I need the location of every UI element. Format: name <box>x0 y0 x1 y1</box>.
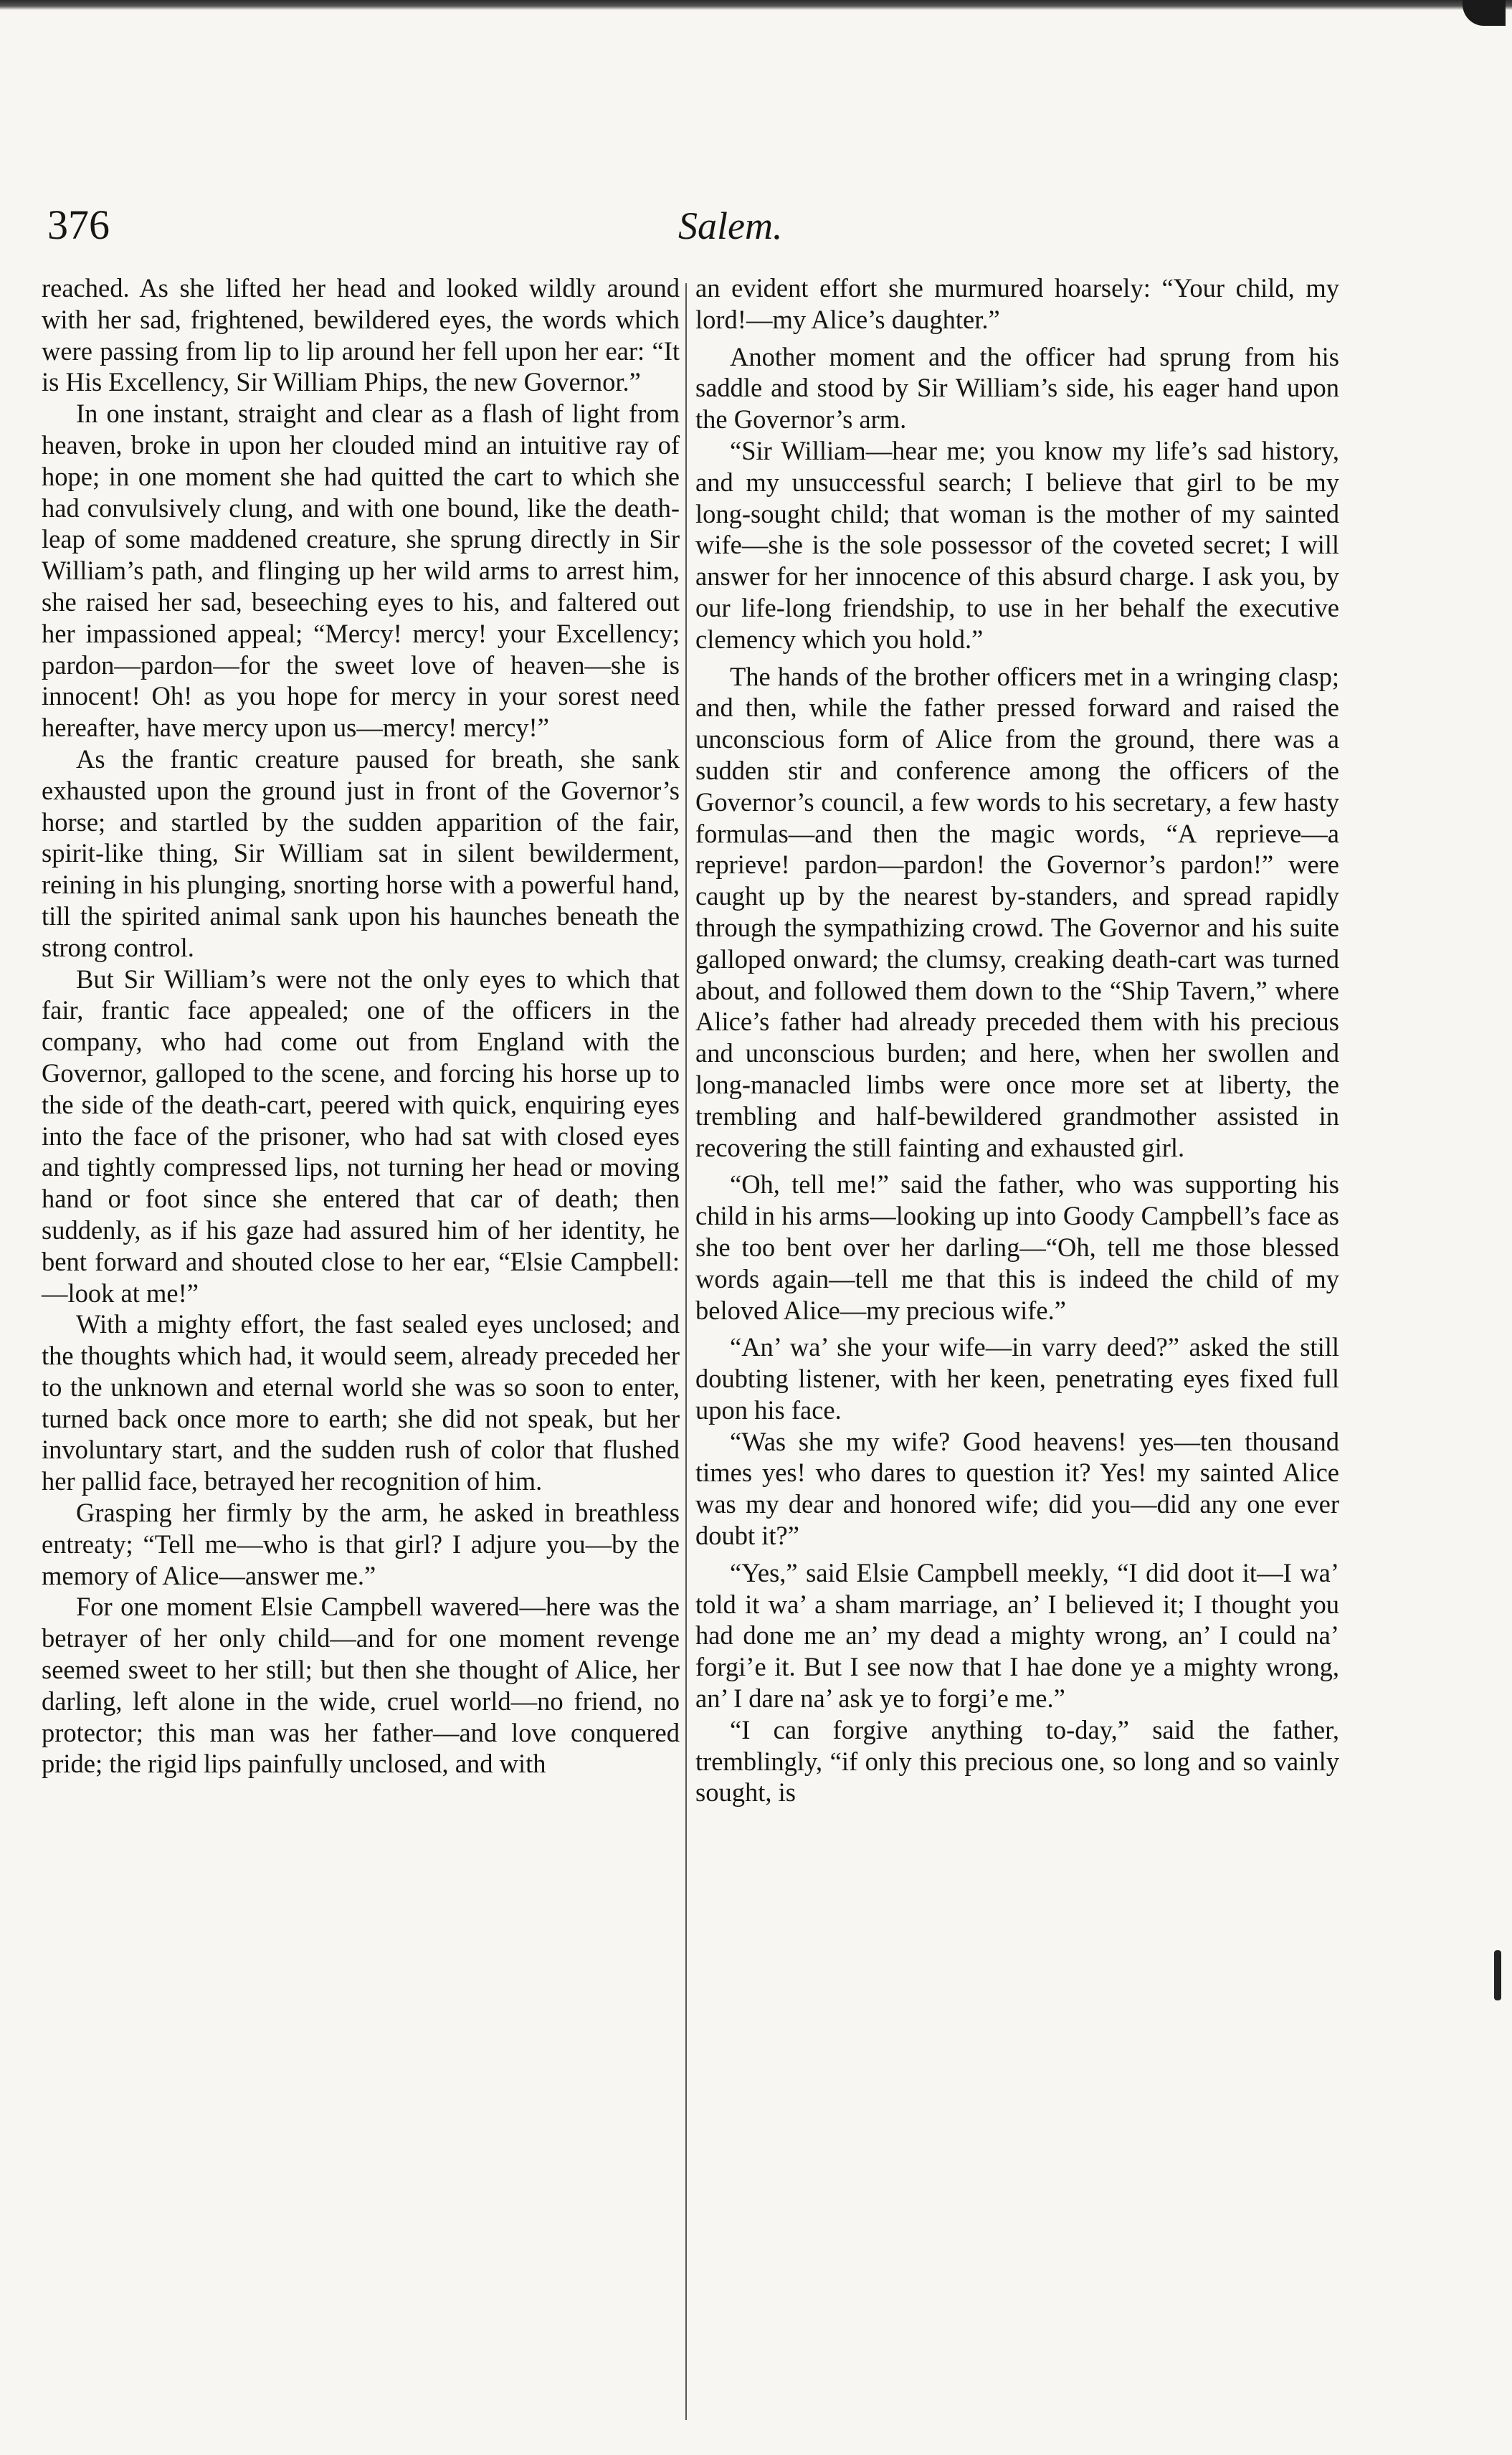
page-number: 376 <box>47 201 110 248</box>
paragraph: Another moment and the officer had sprung from his saddle and stood by Sir William’s side, his eager hand upon the Governor’s arm. <box>695 341 1339 435</box>
paragraph: In one instant, straight and clear as a flash of light from heaven, broke in upon her clouded mind an intuitive ray of hope; in one moment she had quitted the cart to which she had convulsively clung, and with one bound, like the death-leap of some maddened creature, she sprung directly in Sir William’s path, and flinging up her wild arms to arrest him, she raised her sad, beseeching eyes to his, and faltered out her impassioned appeal; “Mercy! mercy! your Excellency; pardon—pardon—for the sweet love of heaven—she is innocent! Oh! as you hope for mercy in your sorest need hereafter, have mercy upon us—mercy! mercy!” <box>42 399 680 743</box>
paragraph: “An’ wa’ she your wife—in varry deed?” asked the still doubting listener, with her keen, penetrating eyes fixed full upon his face. <box>695 1332 1339 1425</box>
paragraph: “Was she my wife? Good heavens! yes—ten thousand times yes! who dares to question it? Yes! my sainted Alice was my dear and honored wife; did you—did any one ever doubt it?” <box>695 1426 1339 1551</box>
paragraph: As the frantic creature paused for breath, she sank exhausted upon the ground just in front of the Governor’s horse; and startled by the sudden apparition of the fair, spirit-like thing, Sir William sat in silent bewilderment, reining in his plunging, snorting horse with a powerful hand, till the spirited animal sank upon his haunches beneath the strong control. <box>42 744 680 962</box>
left-column <box>42 272 680 1780</box>
running-head: Salem. <box>678 204 783 247</box>
paragraph: Grasping her firmly by the arm, he asked in breathless entreaty; “Tell me—who is that girl? I adjure you—by the memory of Alice—answer me.” <box>42 1498 680 1590</box>
top-edge-rule <box>0 0 1512 10</box>
paragraph: “Oh, tell me!” said the father, who was supporting his child in his arms—looking up into Goody Campbell’s face as she too bent over her darling—“Oh, tell me those blessed words again—tell me that this is indeed the child of my beloved Alice—my precious wife.” <box>695 1169 1339 1325</box>
paragraph: “I can forgive anything to-day,” said the father, tremblingly, “if only this precious one, so long and so vainly sought, is <box>695 1714 1339 1808</box>
right-column <box>695 272 1339 1808</box>
margin-ink-mark <box>1494 1950 1501 2000</box>
page-header <box>47 201 1338 258</box>
paragraph: reached. As she lifted her head and looked wildly around with her sad, frightened, bewildered eyes, the words which were passing from lip to lip around her fell upon her ear: “It is His Excellency, Sir William Phips, the new Governor.” <box>42 273 680 397</box>
paragraph: With a mighty effort, the fast sealed eyes unclosed; and the thoughts which had, it would seem, already preceded her to the unknown and eternal world she was so soon to enter, turned back once more to earth; she did not speak, but her involuntary start, and the sudden rush of color that flushed her pallid face, betrayed her recognition of him. <box>42 1309 680 1496</box>
corner-ink-mark <box>1463 0 1506 26</box>
paragraph: The hands of the brother officers met in a wringing clasp; and then, while the father pressed forward and raised the unconscious form of Alice from the ground, there was a sudden stir and conference among the officers of the Governor’s council, a few words to his secretary, a few hasty formulas—and then the magic words, “A reprieve—a reprieve! pardon—pardon! the Governor’s pardon!” were caught up by the nearest by-standers, and spread rapidly through the sympathizing crowd. The Governor and his suite galloped onward; the clumsy, creaking death-cart was turned about, and followed them down to the “Ship Tavern,” where Alice’s father had already preceded them with his precious and unconscious burden; and here, when her swollen and long-manacled limbs were once more set at liberty, the trembling and half-bewildered grandmother assisted in recovering the still fainting and exhausted girl. <box>695 661 1339 1162</box>
paragraph: “Sir William—hear me; you know my life’s sad history, and my unsuccessful search; I believe that girl to be my long-sought child; that woman is the mother of my sainted wife—she is the sole possessor of the coveted secret; I will answer for her innocence of this absurd charge. I ask you, by our life-long friendship, to use in her behalf the executive clemency which you hold.” <box>695 435 1339 654</box>
paragraph: But Sir William’s were not the only eyes to which that fair, frantic face appealed; one of the officers in the company, who had come out from England with the Governor, galloped to the scene, and forcing his horse up to the side of the death-cart, peered with quick, enquiring eyes into the face of the prisoner, who had sat with closed eyes and tightly compressed lips, not turning her head or moving hand or foot since she entered that car of death; then suddenly, as if his gaze had assured him of her identity, he bent forward and shouted close to her ear, “Elsie Campbell:—look at me!” <box>42 964 680 1308</box>
paragraph: an evident effort she murmured hoarsely: “Your child, my lord!—my Alice’s daughter.” <box>695 273 1339 334</box>
column-divider <box>685 283 687 2420</box>
paragraph: For one moment Elsie Campbell wavered—here was the betrayer of her only child—and for one moment revenge seemed sweet to her still; but then she thought of Alice, her darling, left alone in the wide, cruel world—no friend, no protector; this man was her father—and love conquered pride; the rigid lips painfully unclosed, and with <box>42 1592 680 1779</box>
paragraph: “Yes,” said Elsie Campbell meekly, “I did doot it—I wa’ told it wa’ a sham marriage, an’ I believed it; I thought you had done me an’ my dead a mighty wrong, an’ I could na’ forgi’e it. But I see now that I hae done ye a mighty wrong, an’ I dare na’ ask ye to forgi’e me.” <box>695 1557 1339 1714</box>
